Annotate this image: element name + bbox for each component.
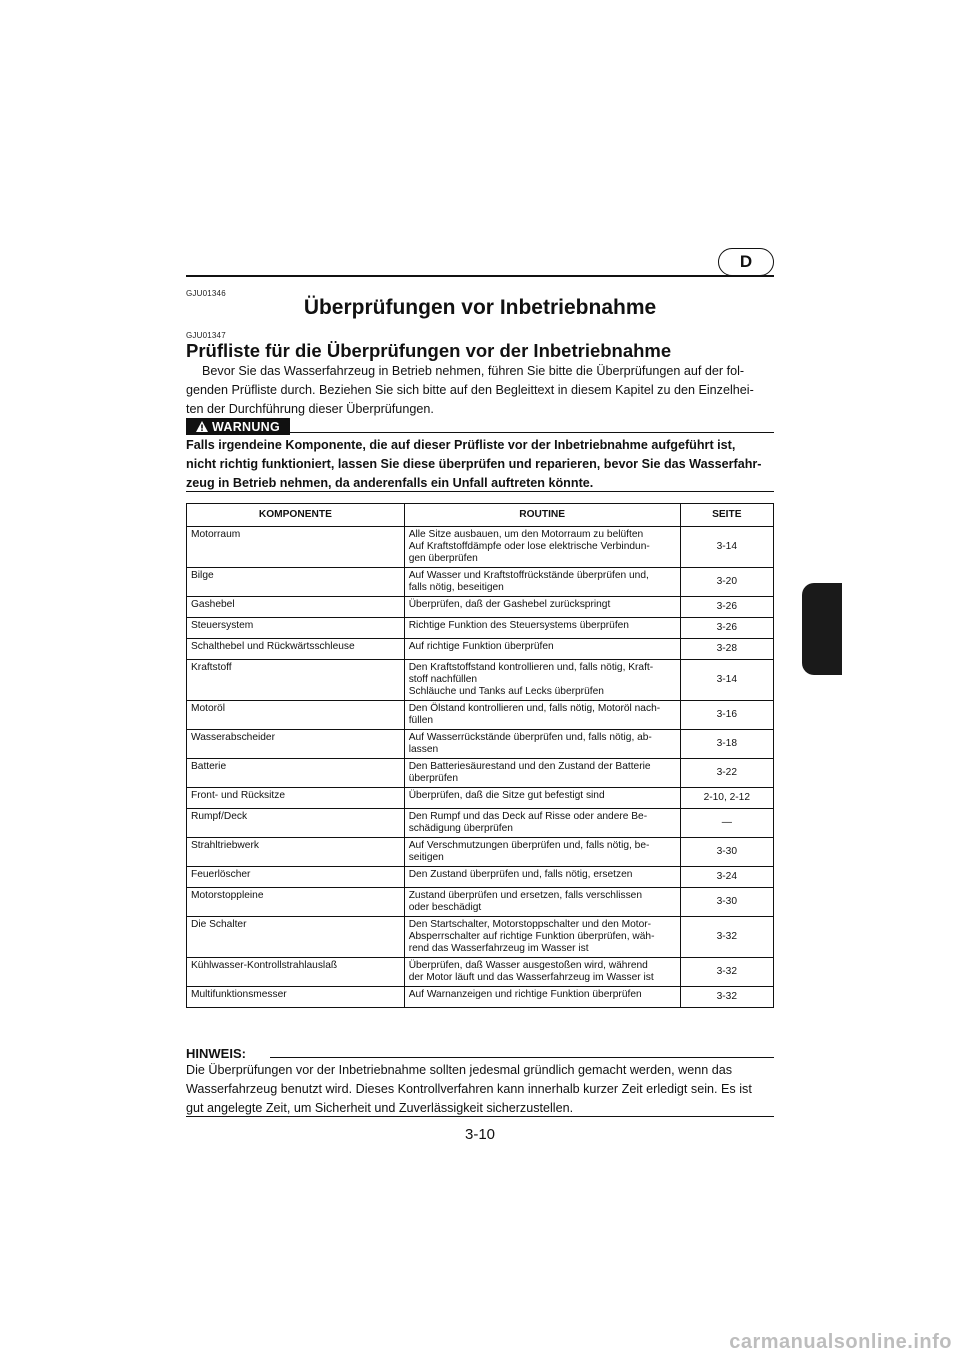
intro-paragraph xyxy=(186,362,774,419)
routine-line: Schläuche und Tanks auf Lecks überprüfen xyxy=(408,686,604,697)
note-bottom-rule xyxy=(186,1116,774,1117)
routine-line: Den Rumpf und das Deck auf Risse oder andere Be- xyxy=(408,811,648,822)
routine-line: Auf Kraftstoffdämpfe oder lose elektrische Verbindun- xyxy=(408,541,650,552)
warning-bottom-rule xyxy=(186,491,774,492)
table-row xyxy=(187,867,774,888)
table-row xyxy=(187,809,774,838)
routine-line: Den Ölstand kontrollieren und, falls nötig, Motoröl nach- xyxy=(408,703,661,714)
routine-line: oder beschädigt xyxy=(408,902,482,913)
cell-component: Motorraum xyxy=(187,527,405,568)
routine-line: stoff nachfüllen xyxy=(408,674,478,685)
table-row xyxy=(187,838,774,867)
cell-component: Rumpf/Deck xyxy=(187,809,405,838)
cell-page: 2-10, 2-12 xyxy=(680,788,773,809)
header-component: KOMPONENTE xyxy=(187,504,405,527)
cell-component: Bilge xyxy=(187,568,405,597)
header-routine: ROUTINE xyxy=(404,504,680,527)
routine-line: Auf Warnanzeigen und richtige Funktion überprüfen xyxy=(408,989,642,1000)
routine-line: Richtige Funktion des Steuersystems überprüfen xyxy=(408,620,629,631)
cell-component: Steuersystem xyxy=(187,618,405,639)
chapter-tab-marker xyxy=(802,583,842,675)
cell-routine xyxy=(404,759,680,788)
cell-page: 3-14 xyxy=(680,660,773,701)
cell-page: 3-28 xyxy=(680,639,773,660)
warning-line: Falls irgendeine Komponente, die auf dieser Prüfliste vor der Inbetriebnahme aufgeführt ist, xyxy=(186,438,736,452)
routine-line: Den Kraftstoffstand kontrollieren und, falls nötig, Kraft- xyxy=(408,662,654,673)
subsection-code: GJU01347 xyxy=(186,331,226,340)
routine-line: Überprüfen, daß der Gashebel zurückspringt xyxy=(408,599,611,610)
header-page: SEITE xyxy=(680,504,773,527)
cell-component: Die Schalter xyxy=(187,917,405,958)
warning-rule xyxy=(290,432,774,433)
cell-routine xyxy=(404,838,680,867)
cell-page: 3-20 xyxy=(680,568,773,597)
cell-component: Batterie xyxy=(187,759,405,788)
routine-line: Überprüfen, daß die Sitze gut befestigt sind xyxy=(408,790,605,801)
warning-badge xyxy=(186,418,290,435)
cell-page: 3-16 xyxy=(680,701,773,730)
cell-routine xyxy=(404,730,680,759)
cell-routine xyxy=(404,888,680,917)
section-code: GJU01346 xyxy=(186,289,226,298)
table-body xyxy=(187,527,774,1008)
routine-line: Den Zustand überprüfen und, falls nötig, ersetzen xyxy=(408,869,633,880)
cell-routine xyxy=(404,660,680,701)
routine-line: falls nötig, beseitigen xyxy=(408,582,504,593)
cell-page: 3-32 xyxy=(680,987,773,1008)
cell-routine xyxy=(404,568,680,597)
subsection-title: Prüfliste für die Überprüfungen vor der Inbetriebnahme xyxy=(186,340,672,361)
note-text xyxy=(186,1061,774,1118)
cell-routine xyxy=(404,597,680,618)
cell-routine xyxy=(404,958,680,987)
table-row xyxy=(187,788,774,809)
routine-line: Auf richtige Funktion überprüfen xyxy=(408,641,554,652)
cell-page: 3-30 xyxy=(680,838,773,867)
cell-routine xyxy=(404,788,680,809)
table-row xyxy=(187,639,774,660)
cell-page: 3-24 xyxy=(680,867,773,888)
routine-line: Überprüfen, daß Wasser ausgestoßen wird, während xyxy=(408,960,648,971)
table-row xyxy=(187,730,774,759)
cell-routine xyxy=(404,639,680,660)
cell-page: 3-14 xyxy=(680,527,773,568)
routine-line: rend das Wasserfahrzeug im Wasser ist xyxy=(408,943,589,954)
cell-component: Feuerlöscher xyxy=(187,867,405,888)
cell-component: Kraftstoff xyxy=(187,660,405,701)
cell-page: 3-22 xyxy=(680,759,773,788)
cell-component: Multifunktionsmesser xyxy=(187,987,405,1008)
routine-line: Auf Verschmutzungen überprüfen und, falls nötig, be- xyxy=(408,840,650,851)
table-row xyxy=(187,888,774,917)
cell-page: 3-18 xyxy=(680,730,773,759)
checklist-table xyxy=(186,503,774,1008)
routine-line: überprüfen xyxy=(408,773,458,784)
cell-component: Gashebel xyxy=(187,597,405,618)
cell-routine xyxy=(404,867,680,888)
intro-line: genden Prüfliste durch. Beziehen Sie sich bitte auf den Begleittext in diesem Kapitel zu den Einzelhei- xyxy=(186,383,754,397)
routine-line: Auf Wasserrückstände überprüfen und, falls nötig, ab- xyxy=(408,732,652,743)
cell-page: 3-32 xyxy=(680,958,773,987)
table-row xyxy=(187,618,774,639)
cell-page: — xyxy=(680,809,773,838)
intro-line: Bevor Sie das Wasserfahrzeug in Betrieb nehmen, führen Sie bitte die Überprüfungen auf der fol- xyxy=(202,364,745,378)
cell-page: 3-32 xyxy=(680,917,773,958)
routine-line: Auf Wasser und Kraftstoffrückstände überprüfen und, xyxy=(408,570,649,581)
cell-page: 3-26 xyxy=(680,597,773,618)
note-label: HINWEIS: xyxy=(186,1046,246,1061)
routine-line: Absperrschalter auf richtige Funktion überprüfen, wäh- xyxy=(408,931,655,942)
table-row xyxy=(187,597,774,618)
table-row xyxy=(187,987,774,1008)
cell-component: Motorstoppleine xyxy=(187,888,405,917)
routine-line: Den Startschalter, Motorstoppschalter und den Motor- xyxy=(408,919,652,930)
table-row xyxy=(187,527,774,568)
cell-component: Front- und Rücksitze xyxy=(187,788,405,809)
cell-routine xyxy=(404,809,680,838)
note-line: Wasserfahrzeug benutzt wird. Dieses Kontrollverfahren kann innerhalb kurzer Zeit erledigt sein. Es ist xyxy=(186,1082,752,1096)
table-row xyxy=(187,568,774,597)
language-badge: D xyxy=(718,248,774,276)
cell-page: 3-30 xyxy=(680,888,773,917)
routine-line: gen überprüfen xyxy=(408,553,478,564)
routine-line: Alle Sitze ausbauen, um den Motorraum zu belüften xyxy=(408,529,644,540)
note-line: Die Überprüfungen vor der Inbetriebnahme sollten jedesmal gründlich gemacht werden, wenn das xyxy=(186,1063,733,1077)
routine-line: Den Batteriesäurestand und den Zustand der Batterie xyxy=(408,761,651,772)
routine-line: füllen xyxy=(408,715,434,726)
routine-line: Zustand überprüfen und ersetzen, falls verschlissen xyxy=(408,890,643,901)
cell-routine xyxy=(404,527,680,568)
table-row xyxy=(187,958,774,987)
intro-line: ten der Durchführung dieser Überprüfungen. xyxy=(186,402,434,416)
cell-component: Kühlwasser-Kontrollstrahlauslaß xyxy=(187,958,405,987)
note-rule xyxy=(270,1057,774,1058)
warning-label: WARNUNG xyxy=(211,419,281,434)
cell-component: Schalthebel und Rückwärtsschleuse xyxy=(187,639,405,660)
watermark: carmanualsonline.info xyxy=(729,1331,952,1353)
routine-line: schädigung überprüfen xyxy=(408,823,513,834)
cell-routine xyxy=(404,618,680,639)
warning-line: zeug in Betrieb nehmen, da anderenfalls ein Unfall auftreten könnte. xyxy=(186,476,594,490)
table-row xyxy=(187,759,774,788)
table-row xyxy=(187,660,774,701)
cell-routine xyxy=(404,987,680,1008)
cell-page: 3-26 xyxy=(680,618,773,639)
cell-component: Wasserabscheider xyxy=(187,730,405,759)
warning-triangle-icon xyxy=(196,421,208,432)
header-rule xyxy=(186,275,774,277)
table-header-row xyxy=(187,504,774,527)
routine-line: seitigen xyxy=(408,852,444,863)
cell-routine xyxy=(404,701,680,730)
routine-line: lassen xyxy=(408,744,439,755)
page-number: 3-10 xyxy=(464,1126,496,1143)
note-line: gut angelegte Zeit, um Sicherheit und Zuverlässigkeit sicherzustellen. xyxy=(186,1101,574,1115)
cell-component: Motoröl xyxy=(187,701,405,730)
page-title: Überprüfungen vor Inbetriebnahme xyxy=(303,296,657,319)
warning-text xyxy=(186,436,774,493)
routine-line: der Motor läuft und das Wasserfahrzeug im Wasser ist xyxy=(408,972,654,983)
cell-component: Strahltriebwerk xyxy=(187,838,405,867)
warning-line: nicht richtig funktioniert, lassen Sie diese überprüfen und reparieren, bevor Sie das Wasserfahr- xyxy=(186,457,762,471)
table-row xyxy=(187,701,774,730)
cell-routine xyxy=(404,917,680,958)
table-row xyxy=(187,917,774,958)
